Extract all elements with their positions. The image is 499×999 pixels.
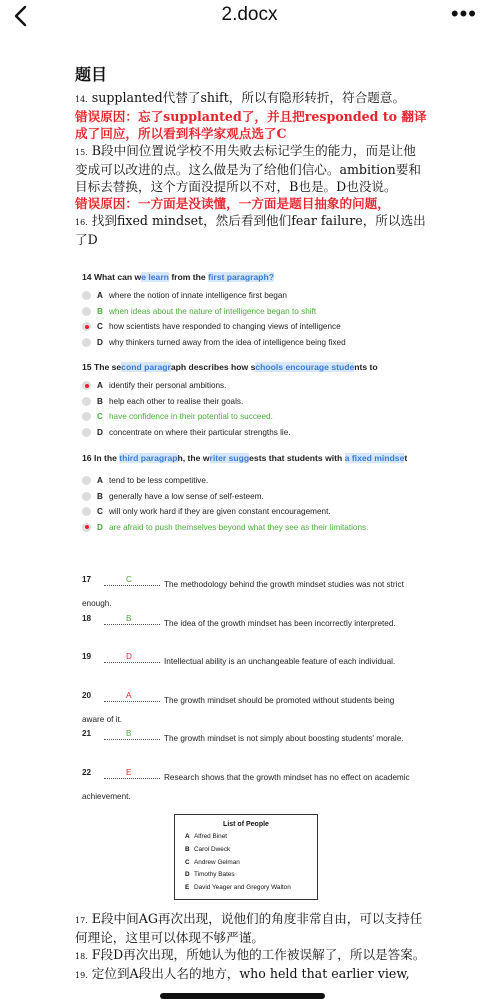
answer-option[interactable] [82, 409, 422, 425]
answer-option[interactable] [82, 288, 422, 304]
answer-blank[interactable] [104, 739, 160, 740]
question-14 [82, 272, 422, 350]
answer-option[interactable] [82, 473, 422, 489]
note-17: 17. E段中间AG再次出现，说他们的角度非常自由，可以支持任何理论，这里可以体现不够严谨。 [75, 911, 423, 945]
answer-option[interactable] [82, 504, 422, 520]
answer-blank[interactable] [104, 778, 160, 779]
option-text: concentrate on where their particular strengths lie. [109, 427, 291, 437]
matching-row-19 [82, 650, 412, 689]
statement-text: Research shows that the growth mindset has no effect on academic achievement. [82, 772, 410, 801]
answer-letter: B [126, 613, 132, 623]
error-reason-2: 错误原因：一方面是没读懂，一方面是题目抽象的问题， [75, 196, 390, 211]
question-number: 22 [82, 767, 92, 777]
matching-row-18 [82, 612, 412, 651]
question-number: 19 [82, 652, 92, 661]
option-text: generally have a low sense of self-esteem. [109, 491, 264, 501]
option-text: help each other to realise their goals. [109, 396, 244, 406]
radio-icon[interactable] [82, 412, 91, 421]
list-of-people-box [174, 814, 318, 900]
option-letter: A [97, 291, 103, 301]
person-item: A Alfred Binet [185, 833, 228, 840]
section-heading: 题目 [75, 65, 108, 84]
option-letter: D [97, 522, 103, 532]
answer-letter: A [126, 690, 132, 700]
option-text: identify their personal ambitions. [109, 381, 227, 391]
list-of-people-title: List of People [223, 821, 269, 828]
statement-text: The methodology behind the growth mindset studies was not strict enough. [82, 580, 404, 608]
home-indicator[interactable] [160, 993, 325, 999]
matching-row-22 [82, 766, 412, 805]
question-title: 15 The second paragraph describes how schools encourage students to [82, 362, 378, 372]
question-number: 17 [82, 575, 92, 584]
error-reason-1: 错误原因：忘了supplanted了，并且把responded to 翻译成了回应，所以看到科学家观点选了C [75, 109, 427, 141]
radio-icon[interactable] [82, 397, 91, 406]
option-letter: C [97, 322, 103, 332]
option-letter: C [97, 412, 103, 422]
option-text: why thinkers turned away from the idea of intelligence being fixed [109, 337, 346, 347]
answer-blank[interactable] [104, 624, 160, 625]
statement-text: The growth mindset should be promoted without students being aware of it. [82, 695, 395, 724]
answer-option[interactable] [82, 394, 422, 410]
answer-option[interactable] [82, 335, 422, 351]
person-item: B Carol Dweck [185, 845, 231, 853]
radio-icon[interactable] [82, 492, 91, 501]
answer-option[interactable] [82, 520, 422, 536]
radio-icon[interactable] [82, 322, 91, 331]
answer-letter: B [126, 729, 132, 738]
matching-row-20 [82, 689, 412, 728]
question-number: 20 [82, 690, 92, 700]
question-title: 16 In the third paragraph, the writer suggests that students with a fixed mindset [82, 453, 408, 463]
option-letter: D [97, 337, 103, 347]
option-letter: C [97, 507, 103, 517]
option-letter: B [97, 396, 103, 406]
option-letter: B [97, 306, 103, 316]
statement-text: Intellectual ability is an unchangeable feature of each individual. [164, 657, 396, 666]
answer-blank[interactable] [104, 585, 160, 586]
more-options-icon[interactable]: ••• [450, 1, 477, 26]
person-item: E David Yeager and Gregory Walton [185, 884, 291, 892]
option-text: have confidence in their potential to succeed. [109, 412, 273, 422]
radio-icon[interactable] [82, 507, 91, 516]
person-item: D Timothy Bates [185, 871, 235, 879]
answer-letter: E [126, 767, 132, 777]
answer-option[interactable] [82, 378, 422, 394]
answer-letter: D [126, 652, 132, 661]
matching-row-21 [82, 727, 412, 766]
note-14: 14. supplanted代替了shift，所以有隐形转折，符合题意。 [75, 90, 406, 105]
document-body [75, 62, 427, 248]
document-title: 2.docx [221, 4, 278, 25]
answer-option[interactable] [82, 425, 422, 441]
radio-icon[interactable] [82, 307, 91, 316]
option-text: where the notion of innate intelligence first began [109, 291, 287, 301]
question-15 [82, 362, 422, 440]
radio-icon[interactable] [82, 476, 91, 485]
person-item: C Andrew Gelman [185, 858, 240, 866]
option-letter: A [97, 381, 103, 391]
top-bar [0, 0, 499, 34]
question-number: 18 [82, 613, 92, 623]
option-letter: D [97, 427, 103, 437]
question-number: 21 [82, 729, 92, 738]
matching-row-17 [82, 573, 412, 612]
note-15: 15. B段中间位置说学校不用失败去标记学生的能力，而是让他变成可以改进的点。这么做是为了给他们信心。ambition要和目标去替换，这个方面没提所以不对，B也是。D也没说。 [75, 143, 421, 194]
option-text: how scientists have responded to changing views of intelligence [109, 322, 341, 332]
note-19: 19. 定位到A段出人名的地方，who held that earlier view, [75, 966, 410, 981]
note-16: 16. 找到fixed mindset，然后看到他们fear failure，所以选出了D [75, 213, 426, 247]
answer-option[interactable] [82, 489, 422, 505]
document-body-continued [75, 910, 427, 984]
answer-blank[interactable] [104, 662, 160, 663]
answer-option[interactable] [82, 319, 422, 335]
option-letter: B [97, 491, 103, 501]
option-letter: A [97, 476, 103, 486]
question-16 [82, 450, 422, 535]
note-18: 18. F段D再次出现，所她认为他的工作被误解了，所以是答案。 [75, 947, 426, 962]
answer-option[interactable] [82, 304, 422, 320]
statement-text: The idea of the growth mindset has been incorrectly interpreted. [164, 618, 396, 628]
questions-image [82, 272, 422, 545]
question-title: 14 What can we learn from the first paragraph? [82, 272, 274, 282]
option-text: tend to be less competitive. [109, 476, 209, 486]
radio-icon[interactable] [82, 523, 91, 532]
radio-icon[interactable] [82, 338, 91, 347]
radio-icon[interactable] [82, 291, 91, 300]
option-text: will only work hard if they are given constant encouragement. [109, 507, 331, 517]
statement-text: The growth mindset is not simply about boosting students' morale. [164, 734, 404, 743]
answer-letter: C [126, 575, 132, 584]
radio-icon[interactable] [82, 428, 91, 437]
option-text: are afraid to push themselves beyond what they see as their limitations. [109, 522, 369, 532]
radio-icon[interactable] [82, 381, 91, 390]
answer-blank[interactable] [104, 701, 160, 702]
option-text: when ideas about the nature of intelligence began to shift [109, 306, 317, 316]
matching-questions [82, 573, 412, 804]
